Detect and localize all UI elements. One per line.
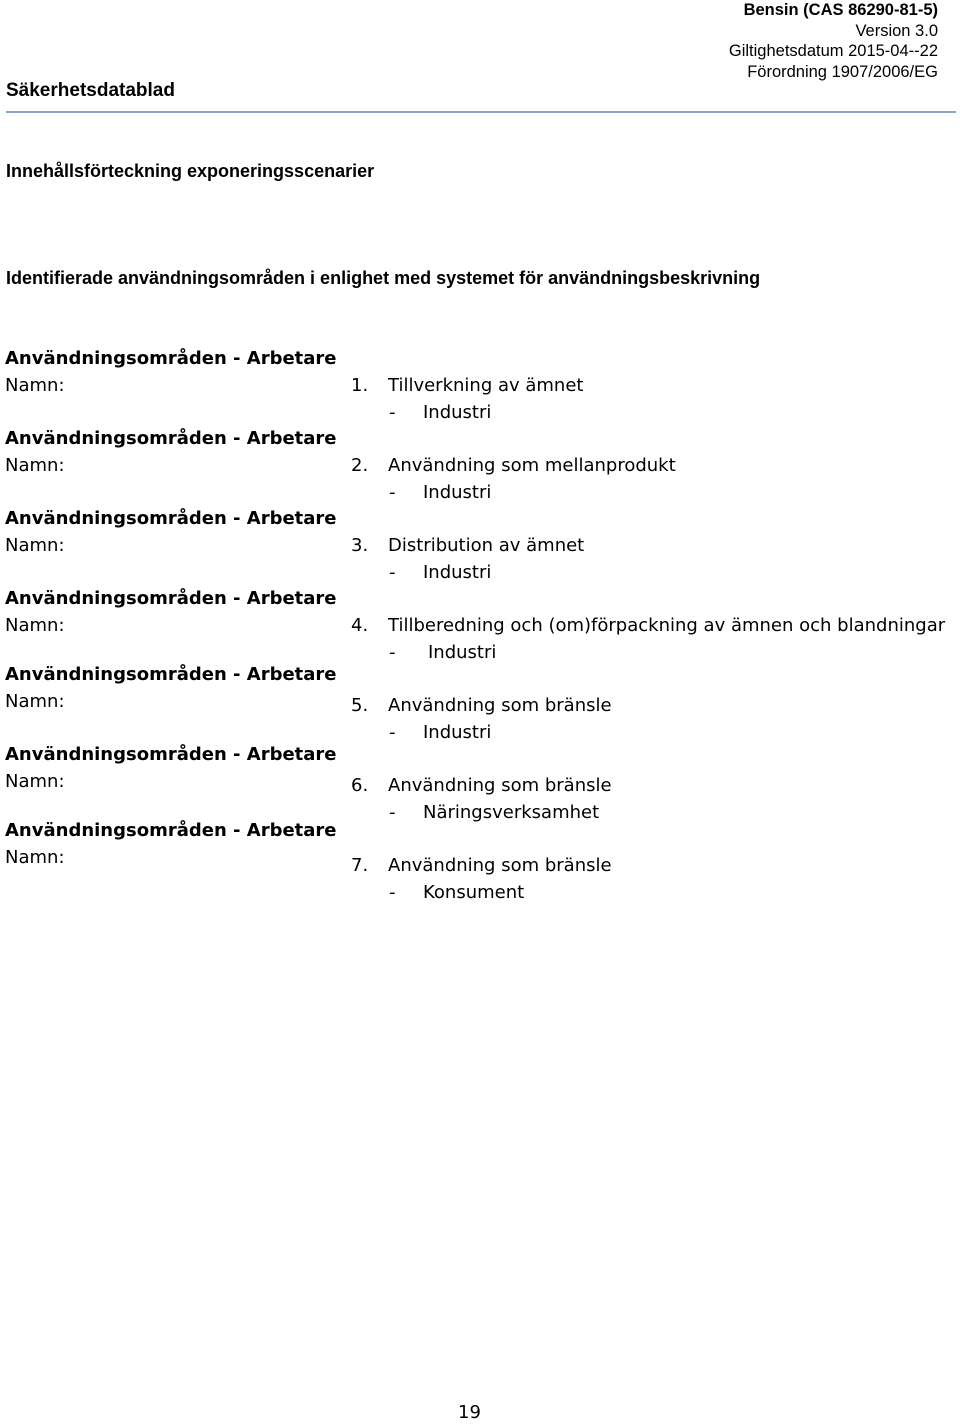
- scenario-dash: -: [389, 482, 396, 503]
- regulation-label: Förordning 1907/2006/EG: [747, 62, 938, 81]
- scenario-sector: Industri: [423, 562, 492, 583]
- version-label: Version 3.0: [855, 21, 938, 40]
- document-type: Säkerhetsdatablad: [6, 80, 175, 101]
- toc-heading: Innehållsförteckning exponeringsscenarier: [6, 161, 375, 181]
- scenario-sector: Industri: [428, 642, 497, 663]
- scenario-area: Användningsområden - Arbetare: [5, 744, 337, 765]
- scenario-sector: Industri: [423, 722, 492, 743]
- scenario-name: Distribution av ämnet: [388, 535, 585, 556]
- scenario-namn-label: Namn:: [5, 455, 65, 476]
- scenario-dash: -: [389, 642, 396, 663]
- valid-date-label: Giltighetsdatum 2015-04--22: [728, 42, 938, 60]
- scenario-dash: -: [389, 882, 396, 903]
- scenario-number: 2.: [351, 455, 369, 476]
- scenario-namn-label: Namn:: [5, 691, 65, 712]
- scenario-number: 3.: [351, 535, 369, 556]
- scenario-sector: Industri: [423, 402, 492, 423]
- scenario-number: 7.: [351, 855, 369, 876]
- scenario-number: 5.: [351, 695, 369, 716]
- scenario-namn-label: Namn:: [5, 847, 65, 868]
- scenario-sector: Industri: [423, 482, 492, 503]
- header-divider: [6, 111, 956, 113]
- scenario-number: 6.: [351, 775, 369, 796]
- scenario-area: Användningsområden - Arbetare: [5, 348, 337, 369]
- scenario-namn-label: Namn:: [5, 375, 65, 396]
- scenario-name: Tillverkning av ämnet: [388, 375, 584, 396]
- document-meta: [729, 0, 938, 82]
- scenario-dash: -: [389, 562, 396, 583]
- scenario-area: Användningsområden - Arbetare: [5, 664, 337, 685]
- scenario-name: Användning som bränsle: [388, 775, 612, 796]
- scenario-namn-label: Namn:: [5, 615, 65, 636]
- page-number: 19: [458, 1402, 481, 1423]
- scenario-namn-label: Namn:: [5, 535, 65, 556]
- scenario-name: Användning som mellanprodukt: [388, 455, 676, 476]
- scenario-area: Användningsområden - Arbetare: [5, 588, 337, 609]
- scenario-area: Användningsområden - Arbetare: [5, 508, 337, 529]
- scenario-dash: -: [389, 402, 396, 423]
- scenario-namn-label: Namn:: [5, 771, 65, 792]
- scenario-number: 1.: [351, 375, 369, 396]
- identified-uses-heading: Identifierade användningsområden i enlighet med systemet för användningsbeskrivning: [6, 268, 761, 288]
- scenario-name: Användning som bränsle: [388, 855, 612, 876]
- scenario-name: Användning som bränsle: [388, 695, 612, 716]
- scenario-area: Användningsområden - Arbetare: [5, 820, 337, 841]
- scenario-sector: Konsument: [423, 882, 525, 903]
- scenario-area: Användningsområden - Arbetare: [5, 428, 337, 449]
- product-name: Bensin (CAS 86290-81-5): [743, 1, 938, 19]
- scenario-dash: -: [389, 802, 396, 823]
- scenario-name: Tillberedning och (om)förpackning av ämnen och blandningar: [388, 615, 946, 636]
- scenario-dash: -: [389, 722, 396, 743]
- scenario-sector: Näringsverksamhet: [423, 802, 600, 823]
- scenario-number: 4.: [351, 615, 369, 636]
